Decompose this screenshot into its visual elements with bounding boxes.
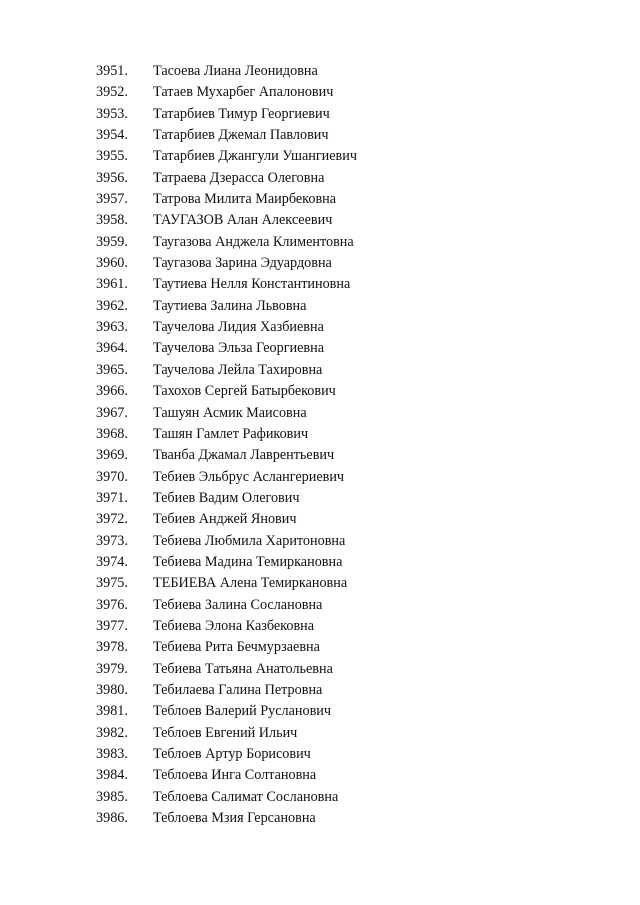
entry-name: Тебиева Любмила Харитоновна xyxy=(153,532,346,549)
list-item xyxy=(96,360,357,381)
list-item xyxy=(96,424,357,445)
entry-name: Ташян Гамлет Рафикович xyxy=(153,425,309,442)
entry-number: 3962. xyxy=(96,297,128,314)
list-item xyxy=(96,616,357,637)
entry-name: Татарбиев Джангули Ушангиевич xyxy=(153,148,357,165)
list-item xyxy=(96,701,357,722)
entry-number: 3952. xyxy=(96,84,128,101)
list-item xyxy=(96,637,357,658)
entry-number: 3965. xyxy=(96,361,128,378)
list-item xyxy=(96,488,357,509)
list-item xyxy=(96,210,357,231)
entry-name: Тебиев Анджей Янович xyxy=(153,511,297,528)
list-item xyxy=(96,445,357,466)
list-item xyxy=(96,381,357,402)
list-item xyxy=(96,104,357,125)
entry-number: 3979. xyxy=(96,660,128,677)
entry-name: Теблоев Артур Борисович xyxy=(153,746,311,762)
list-item xyxy=(96,274,357,295)
entry-name: Тебиева Татьяна Анатольевна xyxy=(153,660,333,677)
entry-number: 3968. xyxy=(96,425,128,442)
entry-name: ТАУГАЗОВ Алан Алексеевич xyxy=(153,212,333,229)
entry-name: Тахохов Сергей Батырбекович xyxy=(153,383,336,400)
entry-name: Таутиева Нелля Константиновна xyxy=(153,276,351,293)
entry-number: 3972. xyxy=(96,511,128,528)
entry-name: Тебиев Эльбрус Аслангериевич xyxy=(153,468,345,485)
list-item xyxy=(96,168,357,189)
list-item xyxy=(96,189,357,210)
list-item xyxy=(96,573,357,594)
entry-number: 3975. xyxy=(96,575,128,592)
entry-name: Татаев Мухарбег Апалонович xyxy=(153,84,334,101)
list-item xyxy=(96,403,357,424)
list-item xyxy=(96,338,357,359)
entry-number: 3958. xyxy=(96,212,128,229)
list-item xyxy=(96,317,357,338)
entry-number: 3981. xyxy=(96,703,128,720)
entry-number: 3976. xyxy=(96,596,128,613)
entry-name: Тебиев Вадим Олегович xyxy=(153,489,300,506)
entry-number: 3969. xyxy=(96,447,128,464)
entry-name: Тебиева Элона Казбековна xyxy=(153,617,315,634)
entry-number: 3986. xyxy=(96,810,128,827)
list-item xyxy=(96,253,357,274)
entry-number: 3959. xyxy=(96,233,128,250)
entry-number: 3980. xyxy=(96,681,128,698)
entry-number: 3985. xyxy=(96,788,128,805)
entry-name: Теблоев Валерий Русланович xyxy=(153,703,332,720)
list-item xyxy=(96,552,357,573)
entry-name: Татрова Милита Маирбековна xyxy=(153,191,337,208)
entry-name: Таучелова Эльза Георгиевна xyxy=(153,340,325,357)
list-item xyxy=(96,765,357,786)
entry-name: Тванба Джамал Лаврентьевич xyxy=(153,447,335,464)
entry-name: Теблоева Салимат Сослановна xyxy=(153,788,339,805)
entry-number: 3967. xyxy=(96,404,128,421)
entry-number: 3955. xyxy=(96,148,128,165)
entry-number: 3973. xyxy=(96,532,128,549)
entry-name: Тасоева Лиана Леонидовна xyxy=(153,63,318,79)
list-item xyxy=(96,808,357,829)
entry-number: 3961. xyxy=(96,276,128,293)
entry-number: 3983. xyxy=(96,746,128,762)
entry-number: 3956. xyxy=(96,169,128,186)
entry-number: 3977. xyxy=(96,617,128,634)
entry-number: 3953. xyxy=(96,105,128,122)
entry-number: 3978. xyxy=(96,639,128,656)
entry-name: Ташуян Асмик Маисовна xyxy=(153,404,307,421)
entry-name: Таучелова Лидия Хазбиевна xyxy=(153,319,324,336)
entry-name: Таучелова Лейла Тахировна xyxy=(153,361,323,378)
list-item xyxy=(96,509,357,530)
entry-number: 3971. xyxy=(96,489,128,506)
list-item xyxy=(96,744,357,765)
entry-name: Таутиева Залина Львовна xyxy=(153,297,307,314)
entry-name: Таугазова Зарина Эдуардовна xyxy=(153,255,332,272)
list-item xyxy=(96,787,357,808)
entry-number: 3960. xyxy=(96,255,128,272)
numbered-name-list xyxy=(96,61,357,829)
entry-name: Теблоева Инга Солтановна xyxy=(153,767,317,784)
entry-name: Татарбиев Тимур Георгиевич xyxy=(153,105,330,122)
entry-name: Тебиева Рита Бечмурзаевна xyxy=(153,639,320,656)
entry-name: Тебиева Залина Сослановна xyxy=(153,596,323,613)
entry-number: 3954. xyxy=(96,127,128,144)
entry-number: 3984. xyxy=(96,767,128,784)
list-item xyxy=(96,595,357,616)
list-item xyxy=(96,680,357,701)
list-item xyxy=(96,659,357,680)
entry-number: 3964. xyxy=(96,340,128,357)
entry-number: 3957. xyxy=(96,191,128,208)
entry-name: Таугазова Анджела Климентовна xyxy=(153,233,354,250)
entry-name: ТЕБИЕВА Алена Темиркановна xyxy=(153,575,348,592)
entry-number: 3963. xyxy=(96,319,128,336)
list-item xyxy=(96,125,357,146)
entry-number: 3951. xyxy=(96,63,128,79)
list-item xyxy=(96,82,357,103)
list-item xyxy=(96,296,357,317)
list-item xyxy=(96,146,357,167)
entry-name: Татарбиев Джемал Павлович xyxy=(153,127,329,144)
entry-name: Теблоева Мзия Герсановна xyxy=(153,810,316,827)
list-item xyxy=(96,467,357,488)
entry-number: 3966. xyxy=(96,383,128,400)
entry-name: Тебилаева Галина Петровна xyxy=(153,681,323,698)
list-item xyxy=(96,723,357,744)
list-item xyxy=(96,531,357,552)
entry-number: 3974. xyxy=(96,553,128,570)
entry-name: Теблоев Евгений Ильич xyxy=(153,724,298,741)
entry-name: Татраева Дзерасса Олеговна xyxy=(153,169,325,186)
list-item xyxy=(96,232,357,253)
list-item xyxy=(96,61,357,82)
entry-number: 3970. xyxy=(96,468,128,485)
entry-name: Тебиева Мадина Темиркановна xyxy=(153,553,343,570)
entry-number: 3982. xyxy=(96,724,128,741)
